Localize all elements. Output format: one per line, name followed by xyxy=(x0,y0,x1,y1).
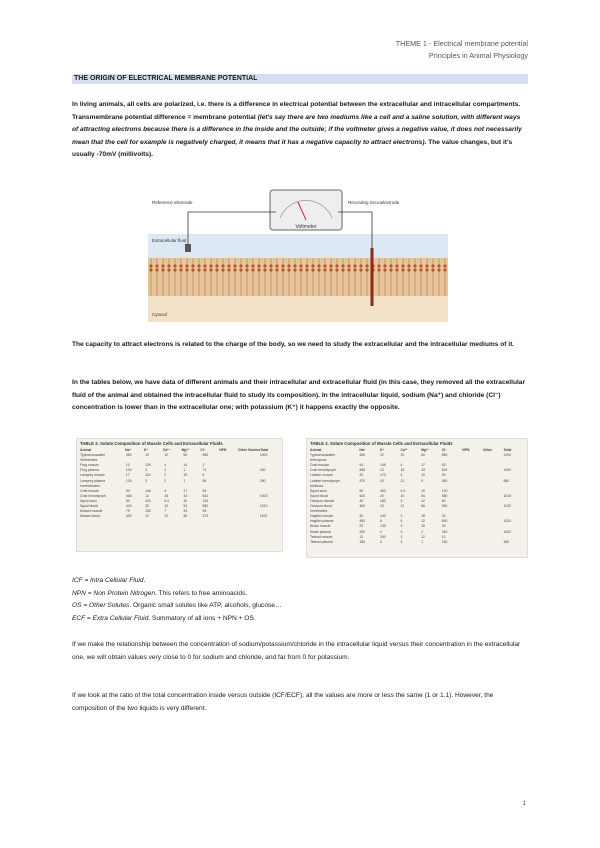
table-cell: 10 xyxy=(145,453,149,458)
table-cell: 524 xyxy=(441,468,448,473)
table-cell: Lobster muscle xyxy=(310,473,333,478)
table-cell: 50 xyxy=(421,453,425,458)
table-cell: NPN xyxy=(462,448,470,452)
table-cell: 18 xyxy=(421,514,425,519)
table-cell: 10 xyxy=(421,473,425,478)
table-cell: 2 xyxy=(164,468,167,473)
table-cell: 10 xyxy=(400,493,405,498)
table-cell: Lamprey plasma xyxy=(80,478,106,483)
table-cell: 16 xyxy=(400,468,405,473)
table-cell xyxy=(462,540,483,545)
table-cell: 12 xyxy=(421,534,425,539)
table-cell: Squid axon xyxy=(80,498,97,503)
table-cell: 6 xyxy=(202,473,205,478)
cytosol-label: Cytosol xyxy=(152,312,168,317)
table-cell: Molluscs xyxy=(310,483,324,488)
table-cell: 12 xyxy=(379,468,384,473)
table-cell: 19 xyxy=(183,473,188,478)
table-cell: 55 xyxy=(183,514,188,519)
table-cell: 460 xyxy=(441,478,448,483)
table-cell: 250 xyxy=(259,478,266,483)
table-cell: 1020 xyxy=(503,519,511,524)
table-cell: 15 xyxy=(421,524,425,529)
table-cell: 53 xyxy=(202,488,207,493)
table-cell: 550 xyxy=(441,504,448,509)
table-cell: 12 xyxy=(359,534,364,539)
table-cell: 490 xyxy=(125,514,132,519)
table-cell: 1000 xyxy=(259,493,268,498)
table-cell: Hagfish muscle xyxy=(310,514,334,519)
table-cell: K⁺ xyxy=(379,448,385,452)
table-cell: Crab muscle xyxy=(80,488,100,493)
table-cell: 3 xyxy=(400,514,403,519)
table-cell: 450 xyxy=(125,453,132,458)
page-number: 1 xyxy=(522,800,526,807)
table-cell: 3 xyxy=(400,524,403,529)
paragraph-capacity xyxy=(72,339,528,352)
table-cell: 120 xyxy=(125,478,132,483)
table-cell: 1010 xyxy=(503,493,511,498)
table-cell: 500 xyxy=(441,519,448,524)
table-cell: 43 xyxy=(183,493,188,498)
table-caption: TABLE 2. Solute Composition of Muscle Cells and Extracellular Fluids xyxy=(310,441,453,446)
membrane-potential-figure xyxy=(148,188,448,322)
table-cell: 140 xyxy=(379,514,386,519)
table-cell: Octopus muscle xyxy=(310,498,335,503)
table-cell: 550 xyxy=(202,453,209,458)
table-cell: 17 xyxy=(183,488,188,493)
intro-italic: (let's say there are two mediums like a cell and a saline solution, with different ways of attracting electrons because there is a difference in the inside and the outside; if the voltmeter gives a negative value, it does not necessarily mean that the cell for example is negatively charged, it means that it has a negative capacity to attract electrons) xyxy=(72,113,522,146)
table-cell: 170 xyxy=(379,473,386,478)
table-cell: 400 xyxy=(379,488,386,493)
table-cell: 20 xyxy=(145,504,149,509)
table-cell: 440 xyxy=(125,504,132,509)
paragraph-capacity-text: The capacity to attract electrons is related to the charge of the body, so we need to study the extracellular and the intracellular mediums of it. xyxy=(72,341,515,348)
table-cell: 152 xyxy=(145,509,151,514)
table-cell: 0.4 xyxy=(400,488,406,493)
table-cell: 180 xyxy=(359,539,366,544)
table-cell: 11 xyxy=(400,504,405,509)
table-cell: 468 xyxy=(125,493,132,498)
table-cell: 560 xyxy=(441,493,448,498)
table-cell: 53 xyxy=(441,463,446,468)
table-cell: 12 xyxy=(145,514,149,519)
table-cell: Lobster hemolymph xyxy=(310,478,340,483)
table-cell: 4 xyxy=(379,529,382,534)
table-cell: 240 xyxy=(441,529,448,534)
table-cell: 54 xyxy=(183,504,188,509)
table-cell: 1000 xyxy=(259,453,268,458)
table-cell: 440 xyxy=(359,493,366,498)
table-cell: 3 xyxy=(400,534,403,539)
table-cell: 12 xyxy=(400,478,405,483)
table-cell: 4 xyxy=(400,473,403,478)
table-cell: 20 xyxy=(359,524,364,529)
table-muscle-cells-left xyxy=(76,438,283,552)
table-cell: 10 xyxy=(164,453,168,458)
table-cell: Vertebrates xyxy=(80,458,98,463)
table-cell: 180 xyxy=(379,498,386,503)
table-cell: 9 xyxy=(421,478,424,483)
table-cell: 10 xyxy=(441,534,446,539)
paragraph-tables-intro xyxy=(72,377,528,415)
table-cell: 450 xyxy=(359,504,366,509)
table-cell: 10 xyxy=(183,498,188,503)
table-cell: 1100 xyxy=(259,514,268,519)
header-theme: THEME 1 - Electrical membrane potential xyxy=(395,39,528,48)
table-cell: 60 xyxy=(441,498,446,503)
extracellular-fluid xyxy=(148,234,448,260)
table-cell: 1 xyxy=(183,468,186,473)
table-cell: 125 xyxy=(145,463,151,468)
table-cell: Octopus blood xyxy=(310,504,332,509)
table-cell: 1020 xyxy=(503,504,511,509)
table-cell: 32 xyxy=(441,514,446,519)
table-cell: 150 xyxy=(379,534,386,539)
table-cell: 30 xyxy=(359,514,364,519)
paragraph-ratio-text: If we look at the ratio of the total concentration inside versus outside (ICF/ECF), all the values are more or less the same (1 or 1.1). However, the composition of the two liquids is very different. xyxy=(72,692,494,712)
table-cell: 20 xyxy=(441,524,446,529)
table-cell: 5 xyxy=(400,519,403,524)
table-cell: Teleost muscle xyxy=(310,534,333,539)
table-cell: 4 xyxy=(400,463,403,468)
table-cell: 30 xyxy=(441,473,446,478)
table-cell: 130 xyxy=(379,524,386,529)
table-cell: 20 xyxy=(379,493,384,498)
table-cell: 1 xyxy=(421,539,424,544)
table-cell: 1000 xyxy=(503,453,511,458)
table-cell: 1 xyxy=(183,478,186,483)
abbrev-os: OS = Other Solutes. Organic small solutes like ATP, alcohols, glucose… xyxy=(72,602,282,610)
paragraph-relationship xyxy=(72,639,528,664)
table-cell: Animal xyxy=(80,448,92,452)
table-cell: 3 xyxy=(400,498,403,503)
table-cell: 34 xyxy=(183,509,188,514)
table-cell: Cl⁻ xyxy=(441,448,447,452)
table-cell: 40 xyxy=(359,498,364,503)
extracellular-label: Extracellular fluid xyxy=(152,238,187,243)
table-cell: Frog plasma xyxy=(80,468,99,473)
table-cell: 4 xyxy=(164,488,167,493)
table-cell: Arthropods xyxy=(310,458,327,463)
paragraph-relationship-text: If we make the relationship between the concentration of sodium/potassium/chloride in the intracellular liquid versus their concentration in the extracellular one, we will obtain values very close to 0 for sodium and chloride, and far from 0 for potassium. xyxy=(72,641,521,661)
section-title: THE ORIGIN OF ELECTRICAL MEMBRANE POTENTIAL xyxy=(72,74,528,84)
table-cell: 96 xyxy=(202,478,207,483)
table-cell: 3 xyxy=(145,468,147,473)
table-cell: 14 xyxy=(183,463,188,468)
table-cell: 4 xyxy=(379,539,382,544)
table-cell: 250 xyxy=(359,529,366,534)
table-cell: 12 xyxy=(421,498,425,503)
table-row xyxy=(307,540,527,545)
table-cell: 12 xyxy=(421,519,425,524)
abbrev-icf: ICF = Intra Cellular Fluid. xyxy=(72,577,146,584)
table-cell: 54 xyxy=(359,463,364,468)
table-muscle-cells-right xyxy=(306,438,528,558)
table-cell: Typical seawater xyxy=(80,453,106,458)
abbreviation-list xyxy=(72,575,528,625)
table-cell: 10 xyxy=(125,463,130,468)
table-cell: 2 xyxy=(164,473,167,478)
table-cell: 1000 xyxy=(503,529,511,534)
table-cell: Squid axon xyxy=(310,488,327,493)
table-cell: Teleost plasma xyxy=(310,539,333,544)
table-cell xyxy=(222,514,241,519)
table-cell: NPN xyxy=(219,448,227,452)
table-cell: Other xyxy=(482,448,492,452)
abbrev-ecf: ECF = Extra Cellular Fluid. Summatory of all ions + NPN + OS. xyxy=(72,614,256,622)
table-cell: 146 xyxy=(145,488,151,493)
reference-electrode xyxy=(185,244,191,252)
table-cell: 50 xyxy=(125,498,130,503)
table-cell: 12 xyxy=(145,493,149,498)
table-cell: 13 xyxy=(379,504,384,509)
table-cell: 43 xyxy=(421,468,425,473)
table-cell: 56 xyxy=(421,504,425,509)
table-cell: 10 xyxy=(379,453,384,458)
table-cell: 490 xyxy=(359,519,366,524)
table-cell: 120 xyxy=(202,498,209,503)
table-cell: 50 xyxy=(183,453,188,458)
table-cell: Na⁺ xyxy=(359,448,366,452)
voltmeter xyxy=(270,190,342,230)
paragraph-ratio xyxy=(72,690,528,715)
header-course: Principles in Animal Physiology xyxy=(428,50,528,60)
table-cell: 54 xyxy=(125,488,130,493)
abbrev-npn: NPN = Non Protein Nitrogen. This refers to free aminoacids. xyxy=(72,589,248,597)
table-cell: 10 xyxy=(379,478,384,483)
table-cell: Mussel blood xyxy=(80,514,100,519)
table-cell: 0.4 xyxy=(164,498,169,503)
table-cell xyxy=(241,514,260,519)
table-cell: Squid blood xyxy=(80,504,98,509)
table-cell: Frog muscle xyxy=(80,463,99,468)
table-cell: 2 xyxy=(202,463,205,468)
table-cell: 3 xyxy=(145,478,147,483)
table-cell: 17 xyxy=(125,473,130,478)
table-cell: 146 xyxy=(379,463,386,468)
page-header xyxy=(396,38,528,61)
table-cell: Squid blood xyxy=(310,493,328,498)
reference-label: Reference electrode xyxy=(152,200,193,205)
table-cell: 560 xyxy=(202,504,209,509)
table-cell: 94 xyxy=(202,509,207,514)
table-cell: 10 xyxy=(164,504,168,509)
table-cell: Crab hemolymph xyxy=(310,468,336,473)
table-cell: 1010 xyxy=(259,504,268,509)
table-cell: Shark plasma xyxy=(310,529,331,534)
table-cell: 400 xyxy=(145,498,151,503)
table-cell: 1000 xyxy=(503,468,511,473)
table-cell: 470 xyxy=(359,478,366,483)
table-cell: 350 xyxy=(503,539,510,544)
table-cell: 160 xyxy=(441,539,448,544)
table-cell: 450 xyxy=(359,453,366,458)
table-cell: K⁺ xyxy=(143,448,149,452)
table-cell: Na⁺ xyxy=(125,448,132,452)
table-cell: Mg²⁺ xyxy=(181,448,190,452)
table-cell: Total xyxy=(260,448,269,452)
table-cell: 20 xyxy=(359,473,364,478)
table-cell: 115 xyxy=(145,473,151,478)
table-cell: Vertebrates xyxy=(310,509,328,514)
intro-bold: In living animals, all cells are polarized, i.e. there is a difference in electrical potential between the extracellular and intracellular compartments. Transmembrane potential difference = membrane potential xyxy=(72,101,521,121)
table-cell: Lamprey muscle xyxy=(80,473,105,478)
table-cell: 12 xyxy=(164,514,168,519)
table-caption: TABLE 2. Solute Composition of Muscle Cells and Extracellular Fluids xyxy=(80,441,223,446)
table-cell: Ca²⁺ xyxy=(400,448,408,452)
table-cell: Typical seawater xyxy=(310,453,336,458)
intro-end: . The value changes, but it's usually -70mV (millivolts). xyxy=(72,138,513,159)
table-cell: Crab hemolymph xyxy=(80,493,106,498)
table-cell: 550 xyxy=(441,453,448,458)
table-cell: Mussel muscle xyxy=(80,509,103,514)
voltmeter-label: Voltmeter xyxy=(295,224,317,230)
table-cell: 8 xyxy=(379,519,382,524)
table-cell: 10 xyxy=(421,488,425,493)
table-cell: Ca²⁺ xyxy=(162,448,171,452)
cytosol-region xyxy=(148,296,448,322)
table-cell: Cl⁻ xyxy=(200,448,206,452)
table-cell: 3 xyxy=(400,529,403,534)
table-cell: 7 xyxy=(164,509,167,514)
table-cell: 74 xyxy=(202,468,207,473)
table-cell: Total xyxy=(503,448,512,452)
intro-paragraph xyxy=(72,99,528,162)
table-cell: Shark muscle xyxy=(310,524,331,529)
table-row xyxy=(77,514,282,519)
table-cell: 16 xyxy=(164,493,168,498)
table-cell: 524 xyxy=(202,493,209,498)
table-cell: 468 xyxy=(359,468,366,473)
table-cell: 3 xyxy=(400,539,403,544)
cell-membrane xyxy=(148,258,448,296)
table-cell: 2 xyxy=(164,478,167,483)
table-cell: 4 xyxy=(164,463,167,468)
table-cell: 573 xyxy=(202,514,209,519)
table-cell: 230 xyxy=(259,468,266,473)
table-cell: Animal xyxy=(310,448,322,452)
recording-label: Recording microelectrode xyxy=(348,200,400,205)
table-cell: 10 xyxy=(400,453,405,458)
table-cell: Mg²⁺ xyxy=(421,448,429,452)
table-cell: 980 xyxy=(503,478,510,483)
table-cell: Crab muscle xyxy=(310,463,330,468)
table-cell: Other Solutes xyxy=(238,448,261,452)
table-cell: Hagfish plasma xyxy=(310,519,334,524)
table-cell: 120 xyxy=(441,488,448,493)
table-cell: 54 xyxy=(421,493,425,498)
paragraph-tables-intro-text: In the tables below, we have data of different animals and their intracellular and extracellular fluid (in this case, they removed all the extracellular fluid of the animal and obtained the intracellular fluid to study its composition). In the intracellular liquid, sodium (Na⁺) and chloride (Cl⁻) concentration is lower than in the extracellular one; with potassium (K⁺) it happens exactly the opposite. xyxy=(72,379,526,412)
table-cell: 79 xyxy=(125,509,130,514)
table-cell xyxy=(483,540,504,545)
table-cell: 104 xyxy=(125,468,132,473)
table-cell: 17 xyxy=(421,463,425,468)
table-cell: Invertebrates xyxy=(80,483,100,488)
table-cell: 2 xyxy=(421,529,424,534)
table-cell: 50 xyxy=(359,488,364,493)
